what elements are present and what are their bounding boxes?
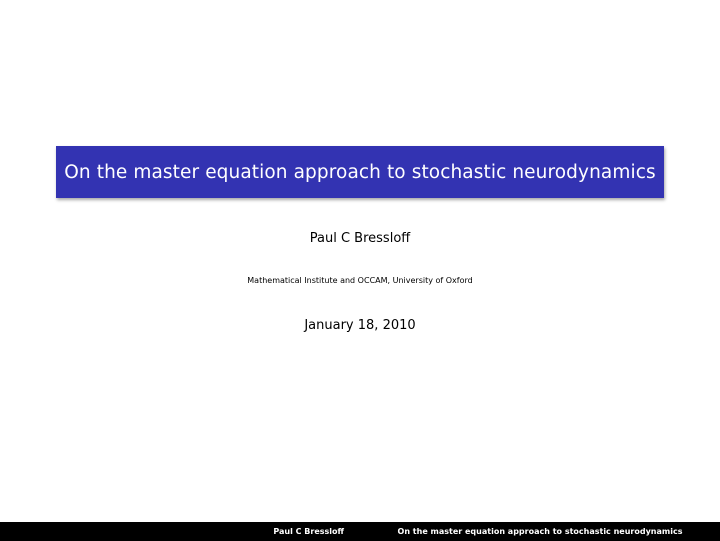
presentation-date: January 18, 2010 — [304, 318, 416, 333]
author-name: Paul C Bressloff — [309, 231, 411, 246]
footer-author: Paul C Bressloff — [273, 527, 344, 536]
slide-title: On the master equation approach to stochastic neurodynamics — [64, 161, 656, 183]
footer-title-panel — [360, 522, 720, 541]
footer-title: On the master equation approach to stochastic neurodynamics — [397, 527, 683, 536]
footer-author-panel — [0, 522, 360, 541]
footer-bar — [0, 522, 720, 541]
title-box — [56, 146, 664, 198]
institute: Mathematical Institute and OCCAM, University of Oxford — [247, 276, 473, 285]
